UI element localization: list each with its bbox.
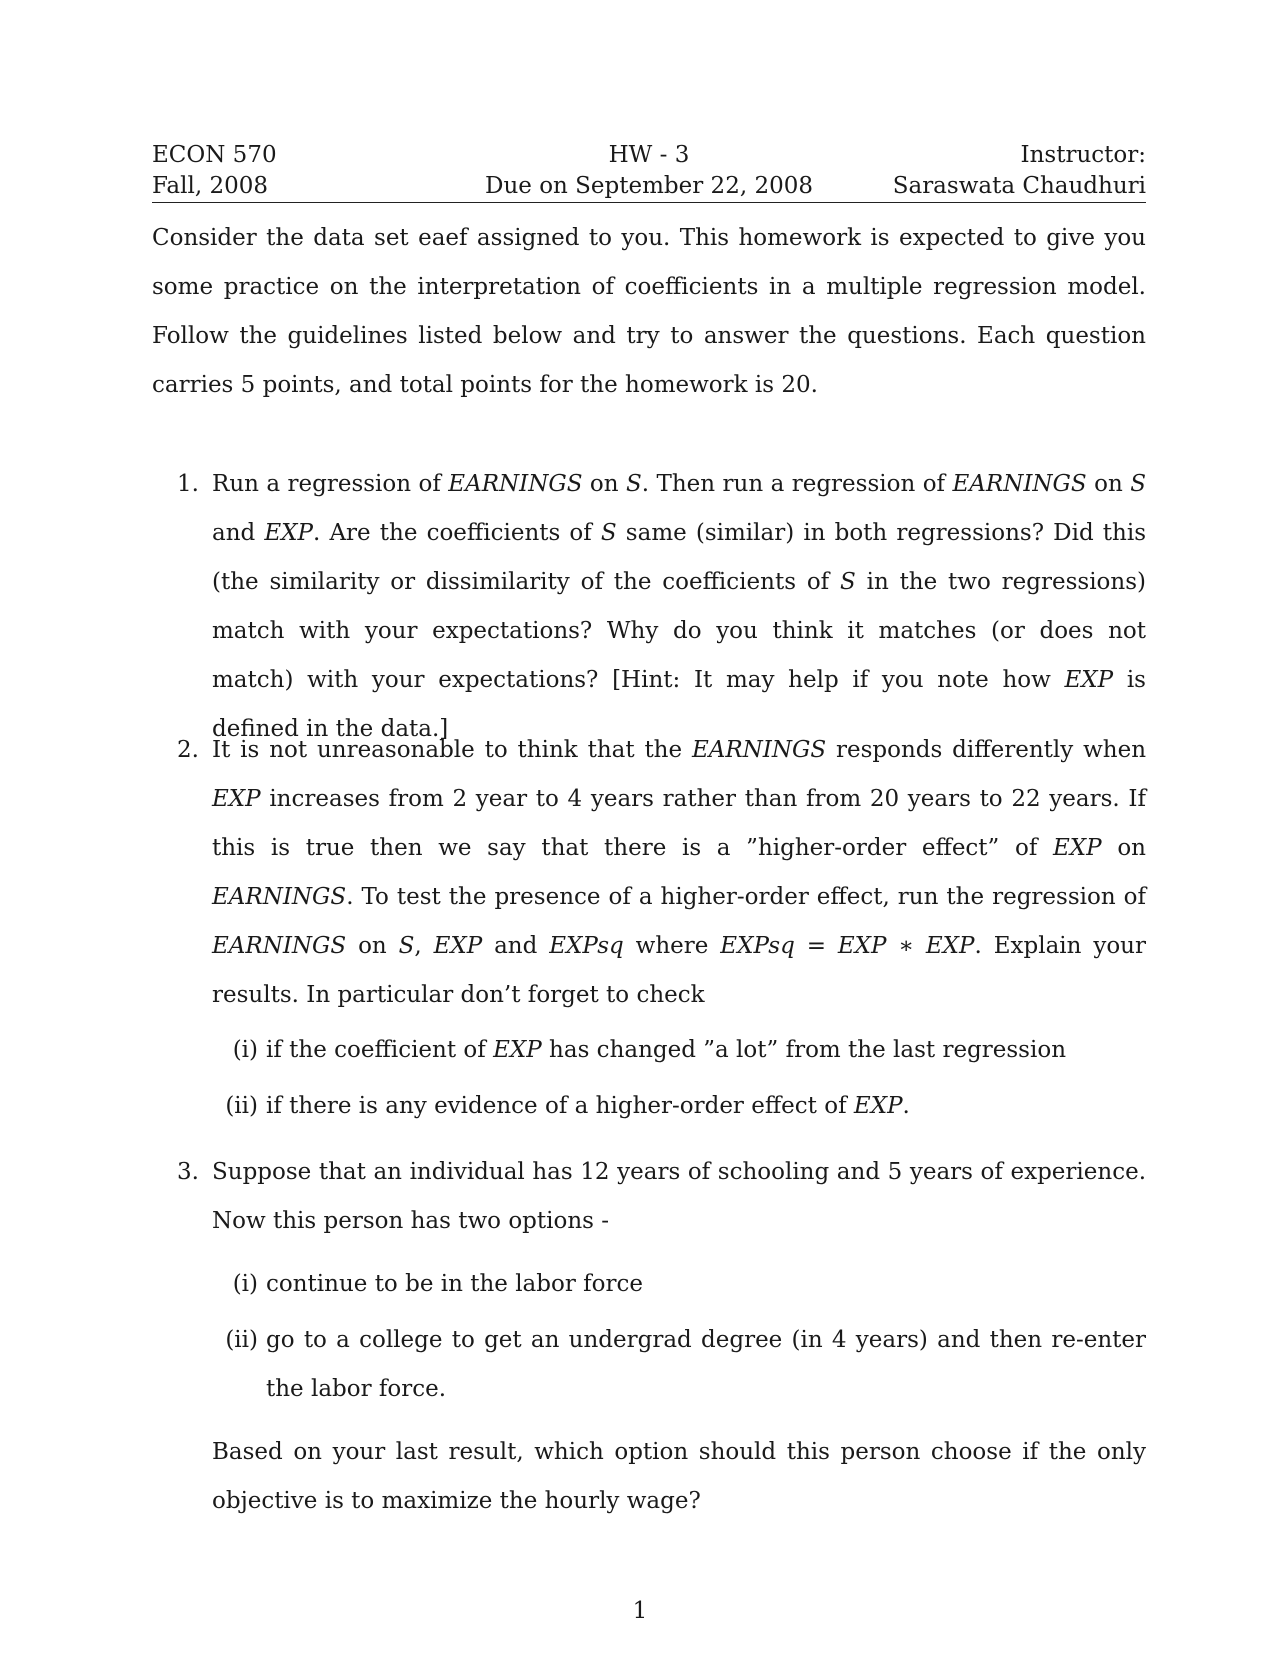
math-var: EARNINGS xyxy=(952,471,1087,497)
math-var: S xyxy=(626,471,642,497)
math-var: EXP xyxy=(1064,667,1114,693)
text: if there is any evidence of a higher-order effect of xyxy=(266,1093,854,1119)
math-var: EXP xyxy=(1053,835,1102,861)
text: in the two regressions) match with your expectations? Why do you think it matches (or does not match) with your expectations? [Hint: It may help if you note how xyxy=(212,569,1146,693)
text: continue to be in the labor force xyxy=(266,1271,643,1297)
question-3-subitem-i xyxy=(232,1260,1146,1309)
math-var: S xyxy=(600,520,617,546)
question-2-subitem-ii xyxy=(225,1082,1146,1131)
math-var: EARNINGS xyxy=(212,933,347,959)
text: increases from 2 year to 4 years rather than from 20 years to 22 years. If this is true then we say that there is a ”higher-order effect” of xyxy=(212,786,1146,861)
math-var: EXP xyxy=(493,1037,542,1063)
intro-paragraph: Consider the data set eaef assigned to you. This homework is expected to give you some practice on the interpretation of coefficients in a multiple regression model. Follow the guidelines listed below and try to answer the questions. Each question carries 5 points, and total points for the homework is 20. xyxy=(152,225,1146,398)
text: . To test the presence of a higher-order effect, run the regression of xyxy=(346,884,1146,910)
question-2 xyxy=(177,726,1147,1020)
question-3-followup xyxy=(212,1428,1146,1526)
text: Run a regression of xyxy=(212,471,449,497)
text: on xyxy=(582,471,627,497)
text: Suppose that an individual has 12 years of schooling and 5 years of experience. Now this person has two options - xyxy=(212,1159,1146,1234)
instructor-label: Instructor: xyxy=(1020,142,1146,168)
text: same (similar) in both regressions? Did this (the similarity or dissimilarity of the coefficients of xyxy=(212,520,1147,595)
text: and xyxy=(482,933,550,959)
text: where xyxy=(623,933,721,959)
text: on xyxy=(1101,835,1146,861)
text: and xyxy=(212,520,265,546)
instructor-name: Saraswata Chaudhuri xyxy=(892,173,1146,199)
text: is defined in the data.] xyxy=(212,667,1146,742)
question-number: 2. xyxy=(177,737,199,763)
text: if the coefficient of xyxy=(266,1037,494,1063)
text: go to a college to get an undergrad degree (in 4 years) and then re-enter the labor force. xyxy=(266,1327,1146,1402)
math-var: S xyxy=(398,933,415,959)
math-var: S xyxy=(840,569,856,595)
text: . Explain your results. In particular don’t forget to check xyxy=(212,933,1146,1008)
text: on xyxy=(1086,471,1131,497)
course-code: ECON 570 xyxy=(152,142,277,168)
math-var: EXP xyxy=(853,1093,903,1119)
question-3 xyxy=(177,1148,1146,1246)
math-var: S xyxy=(1130,471,1146,497)
text: It is not unreasonable to think that the xyxy=(212,737,692,763)
text: Based on your last result, which option should this person choose if the only objective is to maximize the hourly wage? xyxy=(212,1439,1146,1514)
text: on xyxy=(346,933,399,959)
question-2-subitem-i xyxy=(232,1026,1146,1075)
math-var: EARNINGS xyxy=(691,737,827,763)
course-term: Fall, 2008 xyxy=(152,173,268,199)
subitem-number: (ii) xyxy=(225,1093,258,1119)
text: , xyxy=(414,933,434,959)
math-var: EXP xyxy=(212,786,261,812)
math-var: EARNINGS xyxy=(448,471,583,497)
subitem-number: (ii) xyxy=(225,1327,258,1353)
math-var: EXPsq = EXP ∗ EXP xyxy=(720,933,975,959)
math-var: EXP xyxy=(433,933,483,959)
text: . xyxy=(902,1093,910,1119)
page-number: 1 xyxy=(632,1598,648,1624)
text: . Are the coefficients of xyxy=(313,520,601,546)
question-number: 1. xyxy=(177,471,199,497)
subitem-number: (i) xyxy=(232,1271,258,1297)
subitem-number: (i) xyxy=(232,1037,258,1063)
text: responds differently when xyxy=(826,737,1147,763)
due-date: Due on September 22, 2008 xyxy=(485,173,813,199)
document-header xyxy=(152,140,1146,203)
question-number: 3. xyxy=(177,1159,199,1185)
text: has changed ”a lot” from the last regression xyxy=(541,1037,1067,1063)
question-3-subitem-ii xyxy=(225,1316,1146,1414)
text: . Then run a regression of xyxy=(641,471,953,497)
homework-title: HW - 3 xyxy=(608,142,690,168)
math-var: EXP xyxy=(264,520,314,546)
math-var: EXPsq xyxy=(549,933,624,959)
question-1 xyxy=(177,460,1147,754)
math-var: EARNINGS xyxy=(212,884,347,910)
